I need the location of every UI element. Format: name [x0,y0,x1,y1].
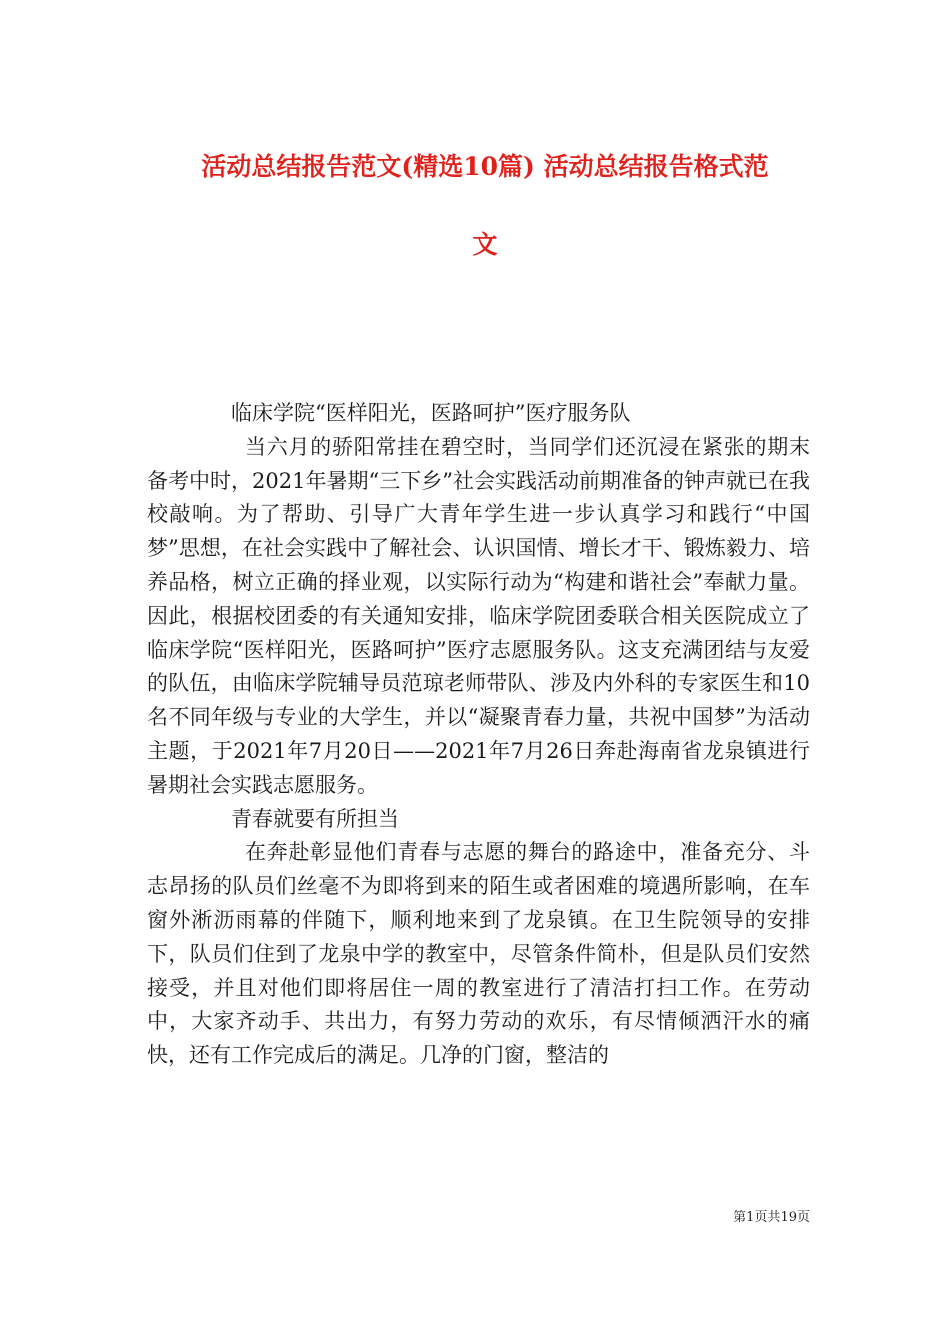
title-line-1: 活动总结报告范文(精选10篇) 活动总结报告格式范 [201,152,769,181]
document-title [140,128,830,284]
title-line-2: 文 [472,230,498,259]
body-paragraph: 在奔赴彰显他们青春与志愿的舞台的路途中，准备充分、斗志昂扬的队员们丝毫不为即将到来的陌生或者困难的境遇所影响，在车窗外淅沥雨幕的伴随下，顺利地来到了龙泉镇。在卫生院领导的安排下，队员们住到了龙泉中学的教室中，尽管条件简朴，但是队员们安然接受，并且对他们即将居住一周的教室进行了清洁打扫工作。在劳动中，大家齐动手、共出力，有努力劳动的欢乐，有尽情倾洒汗水的痛快，还有工作完成后的满足。几净的门窗，整洁的 [147,840,810,1068]
body-paragraph: 当六月的骄阳常挂在碧空时，当同学们还沉浸在紧张的期末备考中时，2021年暑期“三下乡”社会实践活动前期准备的钟声就已在我校敲响。为了帮助、引导广大青年学生进一步认真学习和践行“中国梦”思想，在社会实践中了解社会、认识国情、增长才干、锻炼毅力、培养品格，树立正确的择业观，以实际行动为“构建和谐社会”奉献力量。因此，根据校团委的有关通知安排，临床学院团委联合相关医院成立了临床学院“医样阳光，医路呵护”医疗志愿服务队。这支充满团结与友爱的队伍，由临床学院辅导员范琼老师带队、涉及内外科的专家医生和10名不同年级与专业的大学生，并以“凝聚青春力量，共祝中国梦”为活动主题，于2021年7月20日——2021年7月26日奔赴海南省龙泉镇进行暑期社会实践志愿服务。 [147,434,810,797]
page-number-footer: 第1页共19页 [733,1210,810,1225]
team-name-heading: 临床学院“医样阳光，医路呵护”医疗服务队 [231,401,631,425]
document-body [147,397,810,1073]
section-heading: 青春就要有所担当 [231,806,399,831]
